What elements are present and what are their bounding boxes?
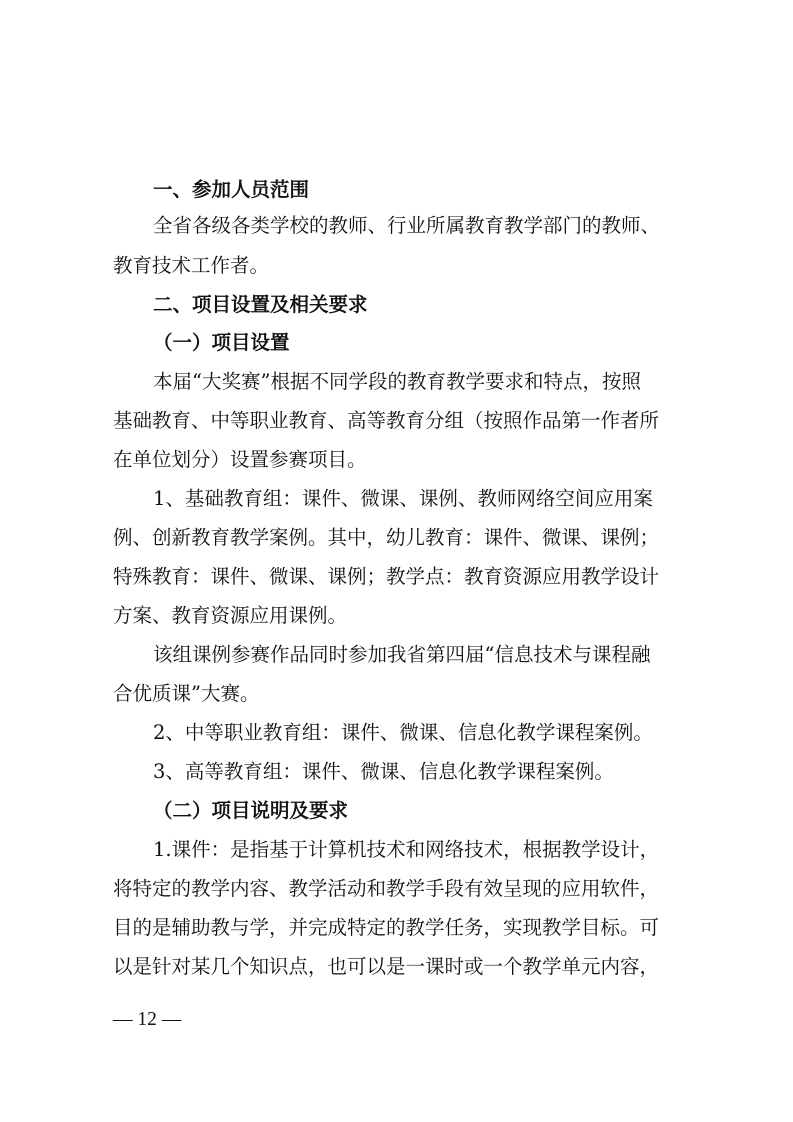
- paragraph-line: 教育技术工作者。: [113, 254, 270, 277]
- subsection-heading-2: （二）项目说明及要求: [153, 799, 349, 822]
- paragraph-line: 方案、教育资源应用课例。: [113, 604, 348, 627]
- paragraph-line: 例、创新教育教学案例。其中，幼儿教育：课件、微课、课例；: [113, 526, 660, 549]
- paragraph-line: 基础教育、中等职业教育、高等教育分组（按照作品第一作者所: [113, 409, 660, 432]
- paragraph-line: 在单位划分）设置参赛项目。: [113, 448, 367, 471]
- paragraph-line: 将特定的教学内容、教学活动和教学手段有效呈现的应用软件，: [113, 877, 660, 900]
- paragraph-line: 全省各级各类学校的教师、行业所属教育教学部门的教师、: [153, 214, 661, 237]
- paragraph-line: 以是针对某几个知识点，也可以是一课时或一个教学单元内容，: [113, 955, 660, 978]
- paragraph-line: 特殊教育：课件、微课、课例；教学点：教育资源应用教学设计: [113, 565, 660, 588]
- subsection-heading-1: （一）项目设置: [153, 331, 290, 354]
- paragraph-line: 目的是辅助教与学，并完成特定的教学任务，实现教学目标。可: [113, 916, 660, 939]
- section-heading-2: 二、项目设置及相关要求: [153, 293, 368, 316]
- paragraph-line: 3、高等教育组：课件、微课、信息化教学课程案例。: [153, 760, 614, 783]
- section-heading-1: 一、参加人员范围: [153, 178, 310, 201]
- paragraph-line: 1.课件：是指基于计算机技术和网络技术，根据教学设计，: [153, 838, 660, 861]
- paragraph-line: 该组课例参赛作品同时参加我省第四届“信息技术与课程融: [153, 643, 651, 666]
- paragraph-line: 1、基础教育组：课件、微课、课例、教师网络空间应用案: [153, 487, 653, 510]
- paragraph-line: 2、中等职业教育组：课件、微课、信息化教学课程案例。: [153, 721, 653, 744]
- page-number: — 12 —: [113, 1009, 182, 1030]
- paragraph-line: 本届“大奖赛”根据不同学段的教育教学要求和特点，按照: [153, 370, 641, 393]
- paragraph-line: 合优质课”大赛。: [113, 682, 260, 705]
